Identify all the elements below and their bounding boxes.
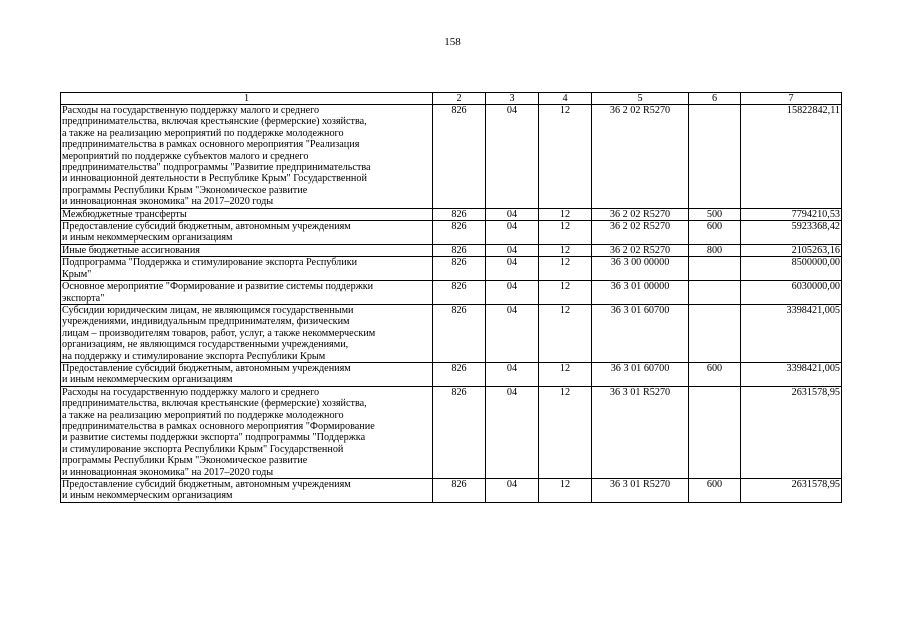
target-article-cell: 36 3 01 R5270 (592, 386, 689, 478)
amount-cell: 2631578,95 (741, 386, 842, 478)
expense-name-cell (61, 362, 433, 386)
section-code-cell: 04 (486, 281, 539, 305)
expense-name-line: и инновационная экономика" на 2017–2020 годы (62, 466, 274, 478)
expense-name-line: Предоставление субсидий бюджетным, автономным учреждениям (62, 362, 351, 374)
amount-cell: 3398421,005 (741, 304, 842, 362)
expense-name-line: и развитие системы поддержки экспорта" подпрограммы "Поддержка (62, 432, 366, 444)
section-code-cell: 04 (486, 304, 539, 362)
table-row (61, 257, 842, 281)
section-code-cell: 04 (486, 257, 539, 281)
subsection-code-cell: 12 (539, 304, 592, 362)
amount-cell: 6030000,00 (741, 281, 842, 305)
target-article-cell: 36 3 00 00000 (592, 257, 689, 281)
table-body (61, 105, 842, 503)
amount-cell: 7794210,53 (741, 208, 842, 220)
table-row (61, 386, 842, 478)
expense-name-cell (61, 244, 433, 256)
expense-name-line: предпринимательства, включая крестьянские (фермерские) хозяйства, (62, 116, 367, 128)
expense-name-cell (61, 386, 433, 478)
expense-name-line: и стимулирование экспорта Республики Крым" Государственной (62, 443, 344, 455)
expense-type-cell (689, 257, 741, 281)
target-article-cell: 36 2 02 R5270 (592, 208, 689, 220)
ministry-code-cell: 826 (433, 281, 486, 305)
expense-name-line: Подпрограмма "Поддержка и стимулирование экспорта Республики (62, 257, 358, 269)
ministry-code-cell: 826 (433, 304, 486, 362)
expense-type-cell: 600 (689, 221, 741, 245)
column-header: 4 (539, 93, 592, 105)
table-row (61, 362, 842, 386)
expense-name-cell (61, 479, 433, 503)
section-code-cell: 04 (486, 105, 539, 209)
table-row (61, 244, 842, 256)
expense-name-line: учреждениями, индивидуальным предпринимателям, физическим (62, 316, 350, 328)
table-row (61, 105, 842, 209)
ministry-code-cell: 826 (433, 362, 486, 386)
expense-name-line: и инновационная экономика" на 2017–2020 годы (62, 196, 274, 208)
expense-name-cell (61, 105, 433, 209)
expense-name-line: экспорта" (62, 292, 105, 304)
subsection-code-cell: 12 (539, 281, 592, 305)
expense-name-line: и иным некоммерческим организациям (62, 374, 233, 386)
ministry-code-cell: 826 (433, 221, 486, 245)
budget-table (60, 92, 842, 503)
amount-cell: 2631578,95 (741, 479, 842, 503)
expense-type-cell: 800 (689, 244, 741, 256)
expense-name-cell (61, 208, 433, 220)
expense-name-line: организациям, не являющимся государственными учреждениями, (62, 339, 349, 351)
expense-name-cell (61, 281, 433, 305)
expense-name-line: Расходы на государственную поддержку малого и среднего (62, 386, 320, 398)
amount-cell: 15822842,11 (741, 105, 842, 209)
expense-name-line: программы Республики Крым "Экономическое развитие (62, 184, 308, 196)
expense-name-line: и иным некоммерческим организациям (62, 490, 233, 502)
subsection-code-cell: 12 (539, 244, 592, 256)
expense-name-cell (61, 304, 433, 362)
ministry-code-cell: 826 (433, 386, 486, 478)
ministry-code-cell: 826 (433, 479, 486, 503)
column-header: 6 (689, 93, 741, 105)
ministry-code-cell: 826 (433, 257, 486, 281)
ministry-code-cell: 826 (433, 244, 486, 256)
expense-type-cell (689, 105, 741, 209)
expense-type-cell (689, 304, 741, 362)
target-article-cell: 36 2 02 R5270 (592, 221, 689, 245)
target-article-cell: 36 3 01 00000 (592, 281, 689, 305)
expense-name-line: Крым" (62, 268, 92, 280)
column-header: 5 (592, 93, 689, 105)
target-article-cell: 36 3 01 60700 (592, 304, 689, 362)
subsection-code-cell: 12 (539, 386, 592, 478)
expense-type-cell: 600 (689, 479, 741, 503)
subsection-code-cell: 12 (539, 362, 592, 386)
target-article-cell: 36 2 02 R5270 (592, 105, 689, 209)
expense-name-line: Основное мероприятие "Формирование и развитие системы поддержки (62, 281, 374, 293)
page-number: 158 (444, 36, 461, 48)
expense-name-line: предпринимательства" подпрограммы "Развитие предпринимательства (62, 162, 371, 174)
column-header: 2 (433, 93, 486, 105)
expense-name-line: предпринимательства, включая крестьянские (фермерские) хозяйства, (62, 398, 367, 410)
table-header-row (61, 93, 842, 105)
expense-name-line: Предоставление субсидий бюджетным, автономным учреждениям (62, 221, 351, 233)
expense-name-line: Предоставление субсидий бюджетным, автономным учреждениям (62, 479, 351, 490)
section-code-cell: 04 (486, 208, 539, 220)
expense-name-line: программы Республики Крым "Экономическое развитие (62, 455, 308, 467)
amount-cell: 5923368,42 (741, 221, 842, 245)
subsection-code-cell: 12 (539, 221, 592, 245)
section-code-cell: 04 (486, 479, 539, 503)
amount-cell: 8500000,00 (741, 257, 842, 281)
target-article-cell: 36 3 01 60700 (592, 362, 689, 386)
section-code-cell: 04 (486, 244, 539, 256)
table-row (61, 281, 842, 305)
expense-name-line: и иным некоммерческим организациям (62, 232, 233, 244)
column-header: 1 (61, 93, 433, 105)
expense-type-cell: 500 (689, 208, 741, 220)
expense-name-line: лицам – производителям товаров, работ, услуг, а также некоммерческим (62, 327, 376, 339)
expense-name-line: Межбюджетные трансферты (62, 208, 187, 220)
table-row (61, 479, 842, 503)
expense-name-line: а также на реализацию мероприятий по поддержке молодежного (62, 409, 344, 421)
column-header: 3 (486, 93, 539, 105)
expense-name-line: Иные бюджетные ассигнования (62, 244, 200, 256)
column-header: 7 (741, 93, 842, 105)
ministry-code-cell: 826 (433, 208, 486, 220)
expense-type-cell (689, 281, 741, 305)
expense-name-line: а также на реализацию мероприятий по поддержке молодежного (62, 127, 344, 139)
expense-name-line: и инновационной деятельности в Республике Крым" Государственной (62, 173, 367, 185)
expense-name-line: предпринимательства в рамках основного мероприятия "Реализация (62, 139, 360, 151)
subsection-code-cell: 12 (539, 479, 592, 503)
expense-name-line: мероприятий по поддержке субъектов малого и среднего (62, 150, 309, 162)
table-row (61, 304, 842, 362)
subsection-code-cell: 12 (539, 105, 592, 209)
table-row (61, 221, 842, 245)
section-code-cell: 04 (486, 362, 539, 386)
target-article-cell: 36 3 01 R5270 (592, 479, 689, 503)
amount-cell: 2105263,16 (741, 244, 842, 256)
section-code-cell: 04 (486, 221, 539, 245)
expense-name-cell (61, 257, 433, 281)
ministry-code-cell: 826 (433, 105, 486, 209)
subsection-code-cell: 12 (539, 208, 592, 220)
section-code-cell: 04 (486, 386, 539, 478)
expense-name-line: Субсидии юридическим лицам, не являющимся государственными (62, 304, 354, 316)
expense-type-cell: 600 (689, 362, 741, 386)
table-row (61, 208, 842, 220)
expense-name-line: Расходы на государственную поддержку малого и среднего (62, 105, 320, 116)
expense-name-line: на поддержку и стимулирование экспорта Республики Крым (62, 350, 326, 362)
subsection-code-cell: 12 (539, 257, 592, 281)
target-article-cell: 36 2 02 R5270 (592, 244, 689, 256)
amount-cell: 3398421,005 (741, 362, 842, 386)
expense-type-cell (689, 386, 741, 478)
expense-name-cell (61, 221, 433, 245)
expense-name-line: предпринимательства в рамках основного мероприятия "Формирование (62, 420, 375, 432)
